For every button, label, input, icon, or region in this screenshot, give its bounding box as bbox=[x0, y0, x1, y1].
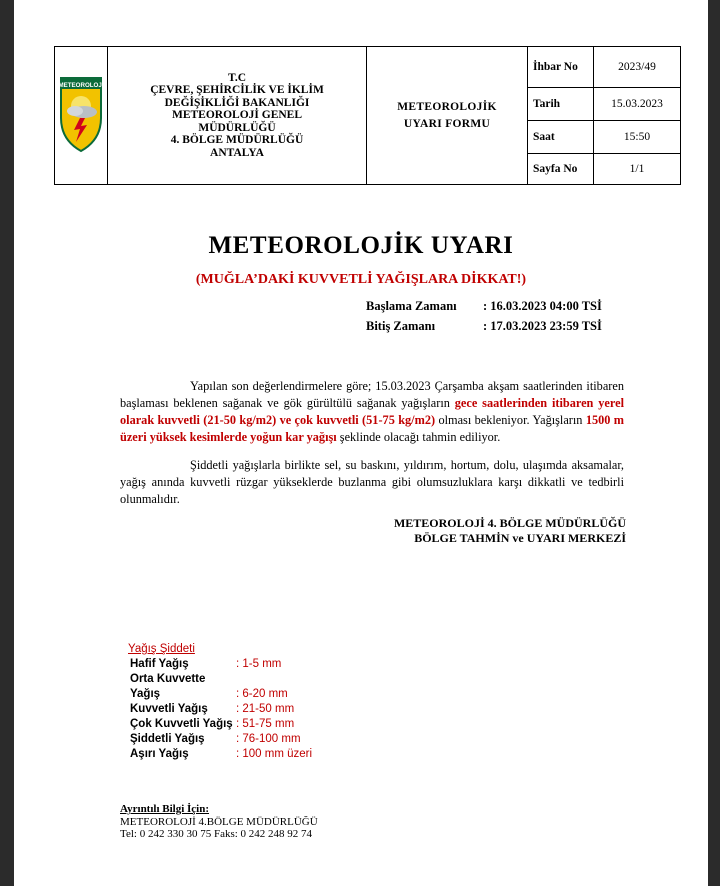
form-title-cell bbox=[367, 47, 528, 185]
org-line: T.C bbox=[228, 71, 246, 84]
para-highlight: 1500 m üzeri yüksek kesimlerde yoğun kar yağışı bbox=[120, 413, 625, 444]
contact-line: METEOROLOJİ 4.BÖLGE MÜDÜRLÜĞÜ bbox=[120, 815, 318, 828]
org-line: METEOROLOJİ GENEL bbox=[171, 109, 303, 122]
severity-heading: Yağış Şiddeti bbox=[128, 643, 195, 655]
severity-value: : 21-50 mm bbox=[236, 703, 295, 715]
severity-value: : 51-75 mm bbox=[236, 718, 295, 730]
start-time-row bbox=[366, 296, 602, 316]
severity-row bbox=[114, 687, 312, 702]
field-value: 1/1 bbox=[594, 154, 681, 185]
severity-row bbox=[114, 702, 312, 717]
start-time-label: Başlama Zamanı bbox=[366, 299, 457, 313]
field-label: Saat bbox=[528, 121, 594, 154]
field-value: 2023/49 bbox=[594, 47, 681, 88]
end-time-value: : 17.03.2023 23:59 TSİ bbox=[483, 319, 602, 333]
signature-block bbox=[314, 516, 626, 546]
signature-line: BÖLGE TAHMİN ve UYARI MERKEZİ bbox=[414, 531, 626, 545]
contact-info bbox=[120, 803, 318, 841]
severity-value: : 6-20 mm bbox=[236, 688, 288, 700]
severity-value: : 1-5 mm bbox=[236, 658, 282, 670]
severity-row bbox=[114, 717, 312, 732]
end-time-row bbox=[366, 316, 602, 336]
para-text: olması bekleniyor. Yağışların bbox=[435, 413, 586, 427]
contact-heading: Ayrıntılı Bilgi İçin: bbox=[120, 803, 210, 815]
severity-value: : 100 mm üzeri bbox=[236, 748, 313, 760]
severity-label: Orta Kuvvette bbox=[130, 673, 206, 685]
paragraph-forecast bbox=[120, 378, 624, 446]
warning-subtitle: (MUĞLA’DAKİ KUVVETLİ YAĞIŞLARA DİKKAT!) bbox=[195, 272, 527, 287]
document-page bbox=[14, 0, 708, 886]
org-line: ÇEVRE, ŞEHİRCİLİK VE İKLİM bbox=[150, 84, 324, 97]
contact-line: Tel: 0 242 330 30 75 Faks: 0 242 248 92 74 bbox=[120, 828, 313, 840]
org-line: MÜDÜRLÜĞÜ bbox=[198, 121, 276, 134]
signature-line: METEOROLOJİ 4. BÖLGE MÜDÜRLÜĞÜ bbox=[393, 516, 626, 530]
logo-cell bbox=[55, 47, 108, 185]
field-label: Sayfa No bbox=[528, 154, 594, 185]
severity-label: Aşırı Yağış bbox=[130, 748, 189, 760]
header-table bbox=[54, 46, 681, 185]
severity-row bbox=[114, 672, 312, 687]
form-title-line: METEOROLOJİK bbox=[397, 100, 497, 113]
para-text: Yapılan son değerlendirmelere göre; 15.03.2023 Çarşamba akşam saatlerinden itibaren başlaması beklenen sağanak ve gök gürültülü sağanak yağışların bbox=[120, 379, 624, 410]
severity-row bbox=[114, 747, 312, 762]
field-label: İhbar No bbox=[528, 47, 594, 88]
end-time-label: Bitiş Zamanı bbox=[366, 319, 436, 333]
precipitation-severity-table bbox=[114, 642, 312, 762]
severity-label: Çok Kuvvetli Yağış bbox=[130, 718, 233, 730]
severity-label: Yağış bbox=[130, 688, 161, 700]
para-text: şeklinde olacağı tahmin ediliyor. bbox=[336, 430, 501, 444]
severity-row bbox=[114, 657, 312, 672]
form-title-line: UYARI FORMU bbox=[403, 117, 491, 130]
org-line: DEĞİŞİKLİĞİ BAKANLIĞI bbox=[164, 96, 310, 109]
organization-cell bbox=[108, 47, 367, 185]
meteoroloji-logo bbox=[58, 74, 104, 154]
warning-title: METEOROLOJİK UYARI bbox=[208, 232, 514, 259]
severity-row bbox=[114, 732, 312, 747]
start-time-value: : 16.03.2023 04:00 TSİ bbox=[483, 299, 602, 313]
para-highlight: gece saatlerinden itibaren yerel olarak kuvvetli (21-50 kg/m2) ve çok kuvvetli (51-75 kg/m2) bbox=[120, 396, 624, 427]
severity-value: : 76-100 mm bbox=[236, 733, 301, 745]
org-line: 4. BÖLGE MÜDÜRLÜĞÜ bbox=[170, 134, 304, 147]
severity-label: Şiddetli Yağış bbox=[130, 733, 205, 745]
severity-label: Kuvvetli Yağış bbox=[130, 703, 208, 715]
severity-label: Hafif Yağış bbox=[130, 658, 189, 670]
field-value: 15:50 bbox=[594, 121, 681, 154]
org-line: ANTALYA bbox=[210, 146, 264, 159]
field-value: 15.03.2023 bbox=[594, 88, 681, 121]
para-text: Şiddetli yağışlarla birlikte sel, su baskını, yıldırım, hortum, dolu, ulaşımda aksamalar, yağış anında kuvvetli rüzgar yükseklerde buzlanma gibi olumsuzluklara karşı dikkatli ve tedbirli olunmalıdır. bbox=[120, 458, 624, 506]
paragraph-precautions bbox=[120, 457, 624, 508]
validity-times bbox=[366, 296, 602, 336]
field-label: Tarih bbox=[528, 88, 594, 121]
logo-text: METEOROLOJİ bbox=[58, 82, 104, 89]
